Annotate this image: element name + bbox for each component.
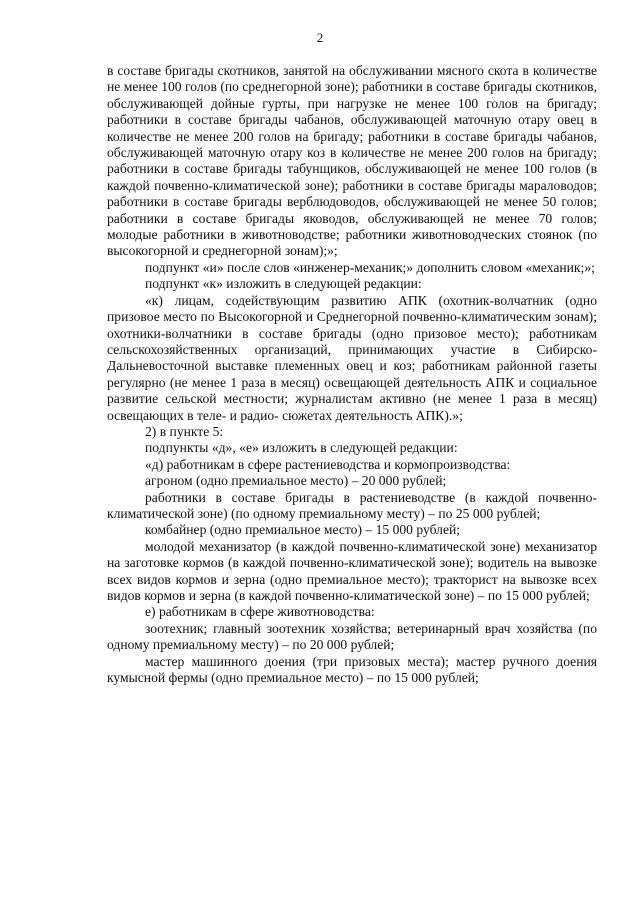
paragraph-agronomist: агроном (одно премиальное место) – 20 000 рублей; bbox=[145, 473, 447, 489]
page-number: 2 bbox=[316, 30, 324, 45]
document-body bbox=[107, 63, 597, 686]
paragraph-subitem-k-intro: подпункт «к» изложить в следующей редакции: bbox=[145, 276, 422, 292]
paragraph-point-5: 2) в пункте 5: bbox=[145, 423, 224, 439]
paragraph-subitem-k-text: «к) лицам, содействующим развитию АПК (охотник-волчатник (одно призовое место по Высокогорной и Среднегорной почвенно-климатическим зонам); охотники-волчатники в составе бригады (одно призовое место); работникам сельскохозяйственных организаций, принимающих участие в Сибирско-Дальневосточной выставке племенных овец и коз; работникам районной газеты регулярно (не менее 1 раза в месяц) освещающей деятельность АПК и социальное развитие сельской местности; журналистам активно (не менее 1 раза в месяц) освещающих в теле- и радио- сюжетах деятельность АПК).»; bbox=[107, 292, 597, 423]
paragraph-combine-operator: комбайнер (одно премиальное место) – 15 000 рублей; bbox=[145, 522, 461, 538]
paragraph-zootechnician: зоотехник; главный зоотехник хозяйства; ветеринарный врач хозяйства (по одному премиальному месту) – по 20 000 рублей; bbox=[107, 620, 597, 653]
paragraph-machine-operators: молодой механизатор (в каждой почвенно-климатической зоне) механизатор на заготовке кормов (в каждой почвенно-климатической зоне); водитель на вывозке всех видов кормов и зерна (одно премиальное место); тракторист на вывозке всех видов кормов и зерна (в каждой почвенно-климатической зоне) – по 15 000 рублей; bbox=[107, 538, 597, 603]
paragraph-livestock-brigades: в составе бригады скотников, занятой на обслуживании мясного скота в количестве не менее 100 голов (по среднегорной зоне); работники в составе бригады скотников, обслуживающей дойные гурты, при нагрузке не менее 100 голов на бригаду; работники в составе бригады чабанов, обслуживающей маточную отару овец в количестве не менее 200 голов на бригаду; работники в составе бригады чабанов, обслуживающей маточную отару коз в количестве не менее 200 голов на бригаду; работники в составе бригады табунщиков, обслуживающей не менее 100 голов (в каждой почвенно-климатической зоне); работники в составе бригады мараловодов; работники в составе бригады верблюдоводов, обслуживающей не менее 50 голов; работники в составе бригады яководов, обслуживающей не менее 70 голов; молодые работники в животноводстве; работники животноводческих стоянок (по высокогорной и среднегорной зонам);»; bbox=[107, 63, 597, 259]
paragraph-crop-brigade: работники в составе бригады в растениеводстве (в каждой почвенно-климатической зоне) (по одному премиальному месту) – по 25 000 рублей; bbox=[107, 489, 597, 521]
paragraph-subitem-d-heading: «д) работникам в сфере растениеводства и кормопроизводства: bbox=[145, 456, 511, 472]
paragraph-subitems-d-e-intro: подпункты «д», «е» изложить в следующей редакции: bbox=[145, 440, 458, 456]
paragraph-milking-master: мастер машинного доения (три призовых места); мастер ручного доения кумысной фермы (одно премиальное место) – по 15 000 рублей; bbox=[107, 653, 597, 686]
paragraph-subitem-i: подпункт «и» после слов «инженер-механик;» дополнить словом «механик;»; bbox=[145, 259, 595, 275]
paragraph-subitem-e-heading: е) работникам в сфере животноводства: bbox=[145, 604, 375, 620]
